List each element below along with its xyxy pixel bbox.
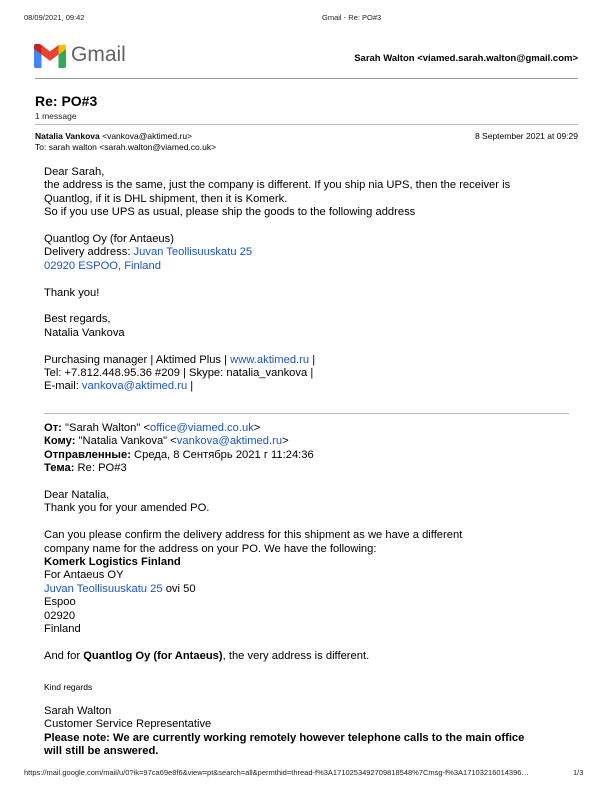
sender-name: Natalia Vankova bbox=[35, 131, 100, 141]
print-page-number: 1/3 bbox=[573, 768, 584, 777]
quoted-note-line: Please note: We are currently working remotely however telephone calls to the main office bbox=[44, 731, 525, 744]
sent-value: Среда, 8 Сентябрь 2021 г 11:24:36 bbox=[130, 448, 314, 461]
address-line bbox=[44, 246, 510, 259]
quoted-to-email-link[interactable]: vankova@aktimed.ru bbox=[176, 435, 283, 448]
website-link[interactable]: www.aktimed.ru bbox=[230, 353, 310, 366]
print-datetime: 08/09/2021, 09:42 bbox=[24, 13, 85, 22]
quoted-sign-role: Customer Service Representative bbox=[44, 718, 212, 731]
quoted-from bbox=[44, 422, 462, 435]
quoted-from-email-link[interactable]: office@viamed.co.uk bbox=[149, 422, 254, 434]
quoted-country: Finland bbox=[44, 623, 81, 636]
address-street-link[interactable]: Juvan Teollisuuskatu 25 bbox=[133, 246, 253, 259]
thread-subject: Re: PO#3 bbox=[35, 93, 98, 109]
account-label: Sarah Walton <viamed.sarah.walton@gmail.com> bbox=[354, 53, 578, 64]
bracket: > bbox=[253, 422, 261, 434]
from-value: "Sarah Walton" < bbox=[61, 422, 150, 434]
quoted-for-line: For Antaeus OY bbox=[44, 569, 124, 582]
signature-email bbox=[44, 380, 510, 393]
subject-label: Тема: bbox=[44, 462, 75, 475]
separator: | bbox=[309, 353, 316, 366]
and-for-text: And for bbox=[44, 649, 84, 662]
separator: | bbox=[187, 380, 194, 393]
street-suffix: ovi 50 bbox=[162, 582, 196, 595]
quoted-line: company name for the address on your PO. We have the following: bbox=[44, 542, 377, 555]
and-for-end: , the very address is different. bbox=[222, 649, 370, 662]
signature-name: Natalia Vankova bbox=[44, 326, 125, 339]
and-for-bold: Quantlog Oy (for Antaeus) bbox=[83, 649, 223, 662]
from-label: От: bbox=[44, 422, 62, 434]
sent-label: Отправленные: bbox=[44, 448, 131, 461]
address-company: Quantlog Oy (for Antaeus) bbox=[44, 233, 174, 246]
quoted-city: Espoo bbox=[44, 596, 76, 609]
quoted-sent bbox=[44, 449, 462, 462]
subject-value: Re: PO#3 bbox=[74, 462, 127, 475]
closing: Best regards, bbox=[44, 313, 111, 326]
recipient-line: To: sarah walton <sarah.walton@viamed.co.uk> bbox=[35, 142, 217, 152]
kind-regards: Kind regards bbox=[44, 682, 93, 692]
subject-divider bbox=[35, 124, 578, 125]
gmail-wordmark: Gmail bbox=[71, 43, 126, 66]
to-value: "Natalia Vankova" < bbox=[75, 435, 177, 448]
body-line: Quantlog, if it is DHL shipment, then it is Komerk. bbox=[44, 192, 288, 205]
print-url: https://mail.google.com/mail/u/0?ik=97ca69e8f6&view=pt&search=all&permthid=thread-f%3A1710253492709818548%7Cmsg-f%3A17103216014396… bbox=[24, 768, 529, 777]
quoted-company: Komerk Logistics Finland bbox=[44, 556, 181, 569]
quote-divider bbox=[44, 413, 569, 414]
quoted-thanks: Thank you for your amended PO. bbox=[44, 502, 210, 515]
signature-tel: Tel: +7.812.448.95.36 #209 | Skype: natalia_vankova | bbox=[44, 367, 314, 380]
quoted-zip: 02920 bbox=[44, 609, 76, 622]
sender-line bbox=[35, 131, 192, 141]
body-line: the address is the same, just the company is different. If you ship nia UPS, then the receiver is bbox=[44, 179, 511, 192]
body-line: So if you use UPS as usual, please ship the goods to the following address bbox=[44, 206, 416, 219]
sender-email: <vankova@aktimed.ru> bbox=[102, 131, 193, 141]
quoted-street bbox=[44, 583, 462, 596]
quoted-signature bbox=[44, 705, 524, 759]
gmail-m-icon bbox=[34, 44, 66, 68]
address-city-link[interactable]: 02920 ESPOO, Finland bbox=[44, 259, 161, 272]
thanks-line: Thank you! bbox=[44, 286, 100, 299]
quoted-note-line: will still be answered. bbox=[44, 745, 159, 758]
quoted-message bbox=[44, 422, 462, 663]
message-body bbox=[44, 166, 510, 394]
quoted-and-for bbox=[44, 650, 462, 663]
quoted-sign-name: Sarah Walton bbox=[44, 705, 112, 717]
email-link[interactable]: vankova@aktimed.ru bbox=[81, 380, 188, 393]
signature-role bbox=[44, 354, 510, 367]
bracket: > bbox=[282, 435, 289, 448]
quoted-subject bbox=[44, 462, 462, 475]
quoted-to bbox=[44, 435, 462, 448]
quoted-street-link[interactable]: Juvan Teollisuuskatu 25 bbox=[44, 582, 163, 595]
signature-role-text: Purchasing manager | Aktimed Plus | bbox=[44, 353, 231, 366]
message-count: 1 message bbox=[35, 111, 77, 121]
message-date: 8 September 2021 at 09:29 bbox=[474, 131, 578, 141]
header-divider bbox=[35, 78, 578, 79]
quoted-line: Can you please confirm the delivery address for this shipment as we have a different bbox=[44, 529, 463, 542]
gmail-logo[interactable] bbox=[34, 44, 66, 68]
email-label: E-mail: bbox=[44, 380, 82, 393]
quoted-greeting: Dear Natalia, bbox=[44, 489, 110, 502]
to-label: Кому: bbox=[44, 435, 76, 448]
greeting: Dear Sarah, bbox=[44, 166, 105, 178]
print-page-title: Gmail - Re: PO#3 bbox=[322, 13, 382, 22]
address-label: Delivery address: bbox=[44, 246, 134, 259]
